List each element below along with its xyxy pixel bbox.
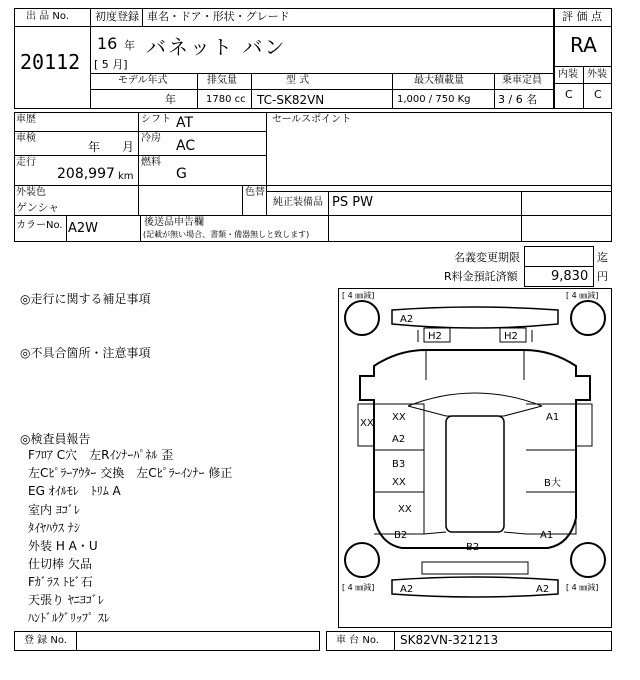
inspector-line: 室内 ﾖｺﾞﾚ [28,503,80,517]
mark-left-rear-xx: XX [398,504,412,515]
max-load-label: 最大積載量 [414,75,464,86]
mark-rear-bumper-right: A2 [536,584,550,595]
aftermarket-label: 後送品申告欄 [144,217,204,228]
equipment: PS PW [332,195,373,210]
inspector-line: 左Cﾋﾟﾗｰｱｳﾀｰ 交換 左Cﾋﾟﾗｰｲﾝﾅｰ 修正 [28,466,233,480]
capacity-label: 乗車定員 [502,75,542,86]
max-load: 1,000 / 750 Kg [397,94,471,105]
chassis-no-label: 車 台 No. [336,635,379,646]
mark-left-slide-xx: XX [392,477,406,488]
name-change-unit: 迄 [597,251,608,264]
tire-label: [ 4 ㎜減] [342,583,375,592]
name-change-box [524,246,594,267]
tire-label: [ 4 ㎜減] [342,291,375,300]
inspector-line: EG ｵｲﾙﾓﾚ ﾄﾘﾑ A [28,484,121,498]
first-reg-month: [ 5 月] [94,58,128,71]
overall-grade: RA [570,33,597,57]
vehicle-damage-diagram [338,288,612,628]
inspector-line: ﾊﾝﾄﾞﾙｸﾞﾘｯﾌﾟ ｽﾚ [28,611,110,625]
inspection-month-unit: 月 [122,140,135,154]
mileage-label: 走行 [16,157,36,168]
capacity: 3 / 6 名 [498,93,538,106]
equipment-label: 純正装備品 [273,197,323,208]
history-label: 車歴 [16,114,36,125]
exterior-grade: C [594,88,602,101]
model-year-unit: 年 [165,93,176,106]
tire-label: [ 4 ㎜減] [566,291,599,300]
exterior-label: 外装 [587,69,607,80]
interior-label: 内装 [558,69,578,80]
interior-grade: C [565,88,573,101]
inspector-line: 天張り ﾔﾆﾖｺﾞﾚ [28,593,104,607]
fuel-label: 燃料 [141,157,161,168]
first-reg-year-unit: 年 [124,39,135,52]
driving-remarks-label: ◎走行に関する補足事項 [20,292,151,306]
tire-front-right [571,301,605,335]
mark-rear-bumper-left: A2 [400,584,414,595]
lot-number-label: 出 品 No. [26,11,69,22]
displacement-label: 排気量 [207,75,237,86]
exterior-color: ゲンシャ [16,201,60,214]
exterior-color-label: 外装色 [16,187,46,198]
chassis-no: SK82VN-321213 [400,633,499,647]
tire-front-left [345,301,379,335]
color-change-label: 色替 [245,187,265,198]
mark-left-front-outer: XX [360,418,374,429]
inspector-line: ﾀｲﾔﾊｳｽ ﾅｼ [28,521,80,535]
inspector-line: 外装 H A・U [28,539,98,553]
mark-left-front-a: A2 [392,434,406,445]
model: TC-SK82VN [257,93,325,107]
mark-left-rear: B2 [394,530,408,541]
sales-point-label: セールスポイント [272,114,352,125]
tire-label: [ 4 ㎜減] [566,583,599,592]
first-registration-label: 初度登録 [95,10,139,23]
registration-no-label: 登 録 No. [24,635,67,646]
inspection-label: 車検 [16,133,36,144]
first-reg-year: 16 [97,34,118,53]
name-change-label: 名義変更期限 [454,251,520,264]
model-label: 型 式 [286,75,310,86]
inspection-year-unit: 年 [88,140,101,154]
mark-left-slide: B3 [392,459,406,470]
displacement: 1780 cc [206,94,246,105]
mark-right-front: A1 [546,412,560,423]
lot-number: 20112 [20,50,81,74]
recycle-unit: 円 [597,270,608,283]
aircon-label: 冷房 [141,133,161,144]
color-no-label: カラーNo. [16,220,63,231]
car-name-label: 車名・ドア・形状・グレード [147,10,290,23]
tire-rear-right [571,543,605,577]
mark-front-bumper: A2 [400,314,414,325]
shift-label: シフト [141,114,171,125]
shift: AT [176,115,194,131]
mark-right-rear: A1 [540,530,554,541]
inspector-line: Fｶﾞﾗｽ ﾄﾋﾞ石 [28,575,93,589]
inspector-line: 仕切棒 欠品 [28,557,92,571]
mark-rear-center: B2 [466,542,480,553]
model-year-label: モデル年式 [118,75,168,86]
mark-lamp-left: H2 [428,331,442,342]
recycle-label: R料金預託済額 [444,270,518,283]
mark-right-slide: B大 [544,478,561,489]
color-no: A2W [68,221,99,236]
mileage: 208,997 [57,166,115,182]
mark-left-front: XX [392,412,406,423]
grade-label: 評 価 点 [562,10,602,23]
inspector-report-label: ◎検査員報告 [20,432,91,446]
defects-label: ◎不具合箇所・注意事項 [20,346,151,360]
car-name: バネット バン [146,35,287,59]
aftermarket-note: (記載が無い場合、書類・備器無しと致します) [143,230,310,239]
mileage-unit: km [118,171,134,182]
recycle-value: 9,830 [551,269,589,284]
fuel: G [176,166,187,182]
tire-rear-left [345,543,379,577]
mark-lamp-right: H2 [504,331,518,342]
inspector-line: Fﾌﾛｱ C穴 左Rｲﾝﾅｰﾊﾟﾈﾙ 歪 [28,448,174,462]
aircon: AC [176,138,196,154]
